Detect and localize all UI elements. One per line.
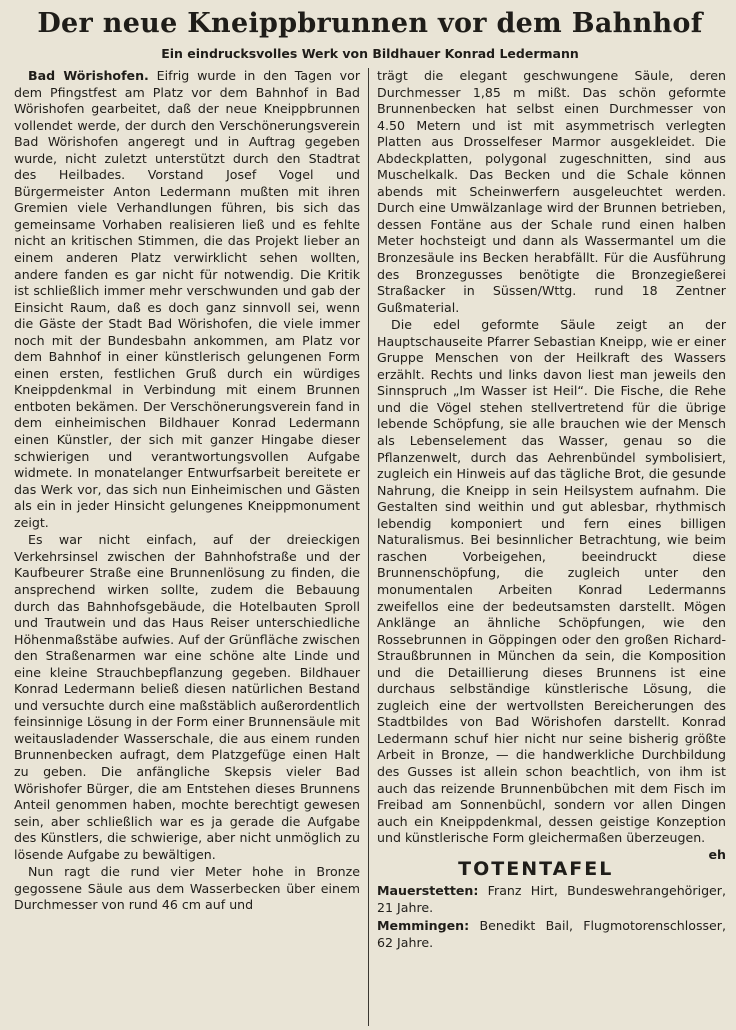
article-subheadline: Ein eindrucksvolles Werk von Bildhauer Konrad Ledermann	[161, 46, 579, 61]
article-headline: Der neue Kneippbrunnen vor dem Bahnhof	[37, 8, 703, 39]
left-column	[14, 68, 368, 1026]
paragraph-4-text: Die edel geformte Säule zeigt an der Hauptschauseite Pfarrer Sebastian Kneipp, wie er einer Gruppe Menschen von der Heilkraft des Wassers erzählt. Rechts und links davon liest man jeweils den Sinnspruch „Im Wasser ist Heil“. Die Fische, die Rehe und die Vögel stehen stellvertretend für die übrige lebende Schöpfung, sie alle brauchen wie der Mensch als Lebenselement das Wasser, genau so die Pflanzenwelt, durch das Aehrenbündel symbolisiert, zugleich ein Hinweis auf das tägliche Brot, die gesunde Nahrung, die Kneipp in sein Heilsystem aufnahm. Die Gestalten sind weithin und gut ablesbar, rhythmisch lebendig komponiert und fern eines billigen Naturalismus. Bei besinnlicher Betrachtung, wie beim raschen Vorbeigehen, beeindruckt diese Brunnenschöpfung, die zugleich unter den monumentalen Arbeiten Konrad Ledermanns zweifellos eine der bedeutsamsten darstellt. Mögen Anklänge an ähnliche Schöpfungen, wie den Rossebrunnen in Göppingen oder den großen Richard-Straußbrunnen in München da sein, die Komposition und die Detaillierung dieses Brunnens ist eine durchaus selbständige künstlerische Lösung, die zugleich eine der wertvollsten Bereicherungen des Stadtbildes von Bad Wörishofen darstellt. Konrad Ledermann schuf hier nicht nur seine bisherig größte Arbeit in Bronze, — die handwerkliche Durchbildung des Gusses ist allein schon beachtlich, von ihm ist auch das reizende Brunnenbübchen mit dem Fisch im Freibad am Sonnenbüchl, sondern vor allen Dingen auch ein Kneippdenkmal, dessen geistige Konzeption und künstlerische Form gleichermaßen überzeugen.	[377, 317, 726, 846]
right-column	[368, 68, 726, 1026]
obituary-place: Memmingen:	[377, 918, 470, 934]
obituary-notice	[377, 918, 726, 951]
paragraph-3: Nun ragt die rund vier Meter hohe in Bronze gegossene Säule aus dem Wasserbecken über einem Durchmesser von rund 46 cm auf und	[14, 864, 361, 913]
paragraph-1-text: Eifrig wurde in den Tagen vor dem Pfingstfest am Platz vor dem Bahnhof in Bad Wörishofen gearbeitet, daß der neue Kneippbrunnen vollendet werde, der durch den Verschönerungsverein Bad Wörishofen angeregt und in Auftrag gegeben wurde, nicht zuletzt unterstützt durch den Stadtrat des Heilbades. Vorstand Josef Vogel und Bürgermeister Anton Ledermann mußten mit ihren Gremien viele Verhandlungen führen, bis sich das gemeinsame Vorhaben realisieren ließ und es fehlte nicht an kritischen Stimmen, die das Projekt lieber an einem anderen Platz verwirklicht sehen wollten, andere fanden es gar nicht für notwendig. Die Kritik ist schließlich immer mehr verschwunden und gab der Einsicht Raum, daß es doch ganz sinnvoll sei, wenn die Gäste der Stadt Bad Wörishofen, die viele immer noch mit der Bundesbahn ankommen, am Platz vor dem Bahnhof in einer künstlerisch gelungenen Form einen ersten, festlichen Gruß durch ein würdiges Kneippdenkmal in Verbindung mit einem Brunnen entboten bekämen. Der Verschönerungsverein fand in dem einheimischen Bildhauer Konrad Ledermann einen Künstler, der sich mit ganzer Hingabe dieser schwierigen und verantwortungsvollen Aufgabe widmete. In monatelanger Entwurfsarbeit bereitete er das Werk vor, das sich nun Einheimischen und Gästen als ein in jeder Hinsicht gelungenes Kneippmonument zeigt.	[14, 68, 361, 530]
obituary-notice	[377, 883, 726, 916]
author-signature: eh	[708, 846, 726, 862]
obituary-text: Franz Hirt, Bundeswehrangehöriger, 21 Jahre.	[377, 883, 726, 915]
obituary-place: Mauerstetten:	[377, 883, 479, 899]
paragraph-1	[14, 68, 360, 531]
obituary-heading: TOTENTAFEL	[458, 857, 614, 880]
article-columns	[14, 68, 726, 1026]
dateline: Bad Wörishofen.	[28, 68, 149, 83]
obituary-text: Benedikt Bail, Flugmotorenschlosser, 62 Jahre.	[377, 918, 726, 950]
paragraph-4	[377, 317, 726, 862]
paragraph-2: Es war nicht einfach, auf der dreieckigen Verkehrsinsel zwischen der Bahnhofstraße und der Kaufbeurer Straße eine Brunnenlösung zu finden, die ansprechend wirken sollte, zudem die Bebauung durch das Bahnhofsgebäude, die Hotelbauten Sproll und Trautwein und das Haus Reiser unterschiedliche Höhenmaßstäbe aufwies. Auf der Grünfläche zwischen den Straßenarmen war eine schöne alte Linde und eine kleine Strauchbepflanzung gegeben. Bildhauer Konrad Ledermann beließ diesen natürlichen Bestand und versuchte durch eine maßstäblich außerordentlich feinsinnige Lösung in der Form einer Brunnensäule mit weitausladender Wasserschale, die aus einem runden Brunnenbecken aufragt, dem Platzgefüge einen Halt zu geben. Die anfängliche Skepsis vieler Bad Wörishofer Bürger, die am Entstehen dieses Brunnens Anteil genommen haben, mochte berechtigt gewesen sein, aber schließlich war es ja gerade die Aufgabe des Künstlers, die schwierige, aber nicht unmöglich zu lösende Aufgabe zu bewältigen.	[14, 532, 361, 862]
paragraph-3-continued: trägt die elegant geschwungene Säule, deren Durchmesser 1,85 m mißt. Das schön geformte Brunnenbecken hat selbst einen Durchmesser von 4.50 Metern und ist mit asymmetrisch verlegten Platten aus Drosselfeser Marmor ausgekleidet. Die Abdeckplatten, polygonal zugeschnitten, sind aus Muschelkalk. Das Becken und die Schale können abends mit Scheinwerfern ausgeleuchtet werden. Durch eine Umwälzanlage wird der Brunnen betrieben, dessen Fontäne aus der Schale rund einen halben Meter hochsteigt und dann als Wassermantel um die Bronzesäule ins Becken herabfällt. Für die Ausführung des Bronzegusses benötigte die Bronzegießerei Straßacker in Süssen/Wttg. rund 18 Zentner Gußmaterial.	[377, 68, 726, 315]
